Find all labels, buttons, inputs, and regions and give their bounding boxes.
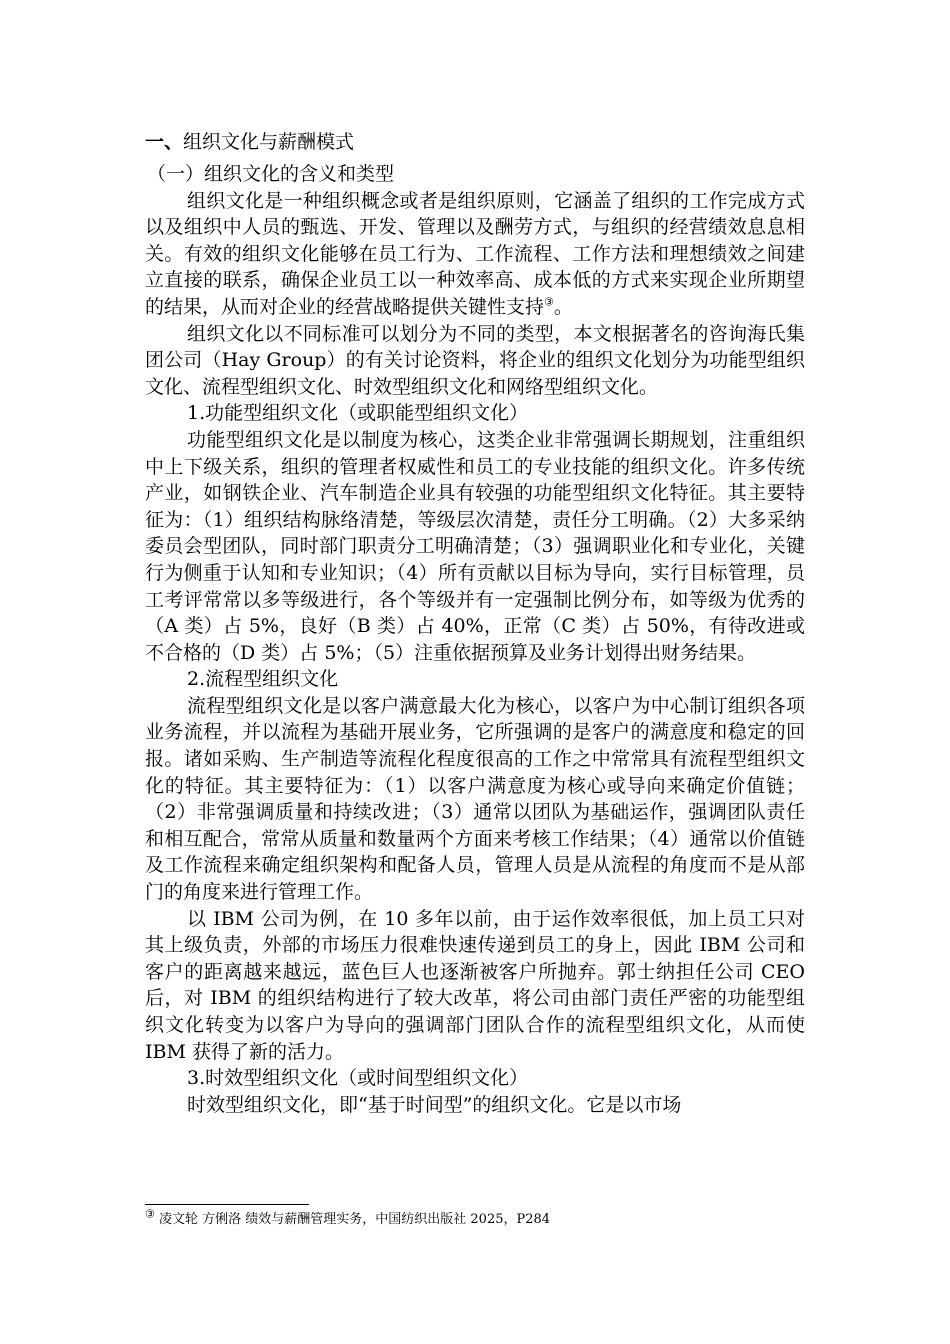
paragraph: 组织文化以不同标准可以划分为不同的类型，本文根据著名的咨询海氏集团公司（Hay Group）的有关讨论资料，将企业的组织文化划分为功能型组织文化、流程型组织文化、时效型组织文化和网络型组织文化。 bbox=[145, 322, 805, 398]
footnote-mark: ③ bbox=[145, 1207, 155, 1221]
footnote-text: 凌文轮 方俐洛 绩效与薪酬管理实务，中国纺织出版社 2025，P284 bbox=[159, 1212, 551, 1227]
heading-title: 组织文化与薪酬模式 bbox=[183, 131, 355, 153]
paragraph bbox=[145, 188, 805, 321]
subheading-functional: 1.功能型组织文化（或职能型组织文化） bbox=[187, 402, 529, 425]
paragraph-end: 。 bbox=[553, 295, 573, 318]
paragraph: 流程型组织文化是以客户满意最大化为核心，以客户为中心制订组织各项业务流程，并以流程为基础开展业务，它所强调的是客户的满意度和稳定的回报。诸如采购、生产制造等流程化程度很高的工作之中常常具有流程型组织文化的特征。其主要特征为：（1）以客户满意度为核心或导向来确定价值链；（2）非常强调质量和持续改进；（3）通常以团队为基础运作，强调团队责任和相互配合，常常从质量和数量两个方面来考核工作结果；（4）通常以价值链及工作流程来确定组织架构和配备人员，管理人员是从流程的角度而不是从部门的角度来进行管理工作。 bbox=[145, 694, 805, 904]
paragraph-text: 组织文化是一种组织概念或者是组织原则，它涵盖了组织的工作完成方式以及组织中人员的甄选、开发、管理以及酬劳方式，与组织的经营绩效息息相关。有效的组织文化能够在员工行为、工作流程、工作方法和理想绩效之间建立直接的联系，确保企业员工以一种效率高、成本低的方式来实现企业所期望的结果，从而对企业的经营战略提供关键性支持 bbox=[145, 189, 805, 318]
section-heading bbox=[145, 129, 805, 161]
footnote-ref: ③ bbox=[544, 295, 554, 309]
subheading-process: 2.流程型组织文化 bbox=[187, 668, 339, 691]
paragraph: 时效型组织文化，即“基于时间型”的组织文化。它是以市场 bbox=[187, 1093, 682, 1116]
paragraph: 功能型组织文化是以制度为核心，这类企业非常强调长期规划，注重组织中上下级关系，组织的管理者权威性和员工的专业技能的组织文化。许多传统产业，如钢铁企业、汽车制造企业具有较强的功能型组织文化特征。其主要特征为：（1）组织结构脉络清楚，等级层次清楚，责任分工明确。（2）大多采纳委员会型团队，同时部门职责分工明确清楚；（3）强调职业化和专业化，关键行为侧重于认知和专业知识；（4）所有贡献以目标为导向，实行目标管理，员工考评常常以多等级进行，各个等级并有一定强制比例分布，如等级为优秀的（A 类）占 5%，良好（B 类）占 40%，正常（C 类）占 50%，有待改进或不合格的（D 类）占 5%；（5）注重依据预算及业务计划得出财务结果。 bbox=[145, 428, 805, 664]
footnote bbox=[145, 1207, 805, 1229]
footnote-separator bbox=[145, 1204, 309, 1205]
subsection-heading: （一）组织文化的含义和类型 bbox=[147, 163, 395, 185]
subheading-time: 3.时效型组织文化（或时间型组织文化） bbox=[187, 1067, 529, 1090]
heading-number: 一、 bbox=[145, 131, 184, 153]
paragraph: 以 IBM 公司为例，在 10 多年以前，由于运作效率很低，加上员工只对其上级负责，外部的市场压力很难快速传递到员工的身上，因此 IBM 公司和客户的距离越来越远，蓝色巨人也逐渐被客户所抛弃。郭士纳担任公司 CEO 后，对 IBM 的组织结构进行了较大改革，将公司由部门责任严密的功能型组织文化转变为以客户为导向的强调部门团队合作的流程型组织文化，从而使 IBM 获得了新的活力。 bbox=[145, 907, 805, 1063]
document-body bbox=[145, 125, 805, 1118]
